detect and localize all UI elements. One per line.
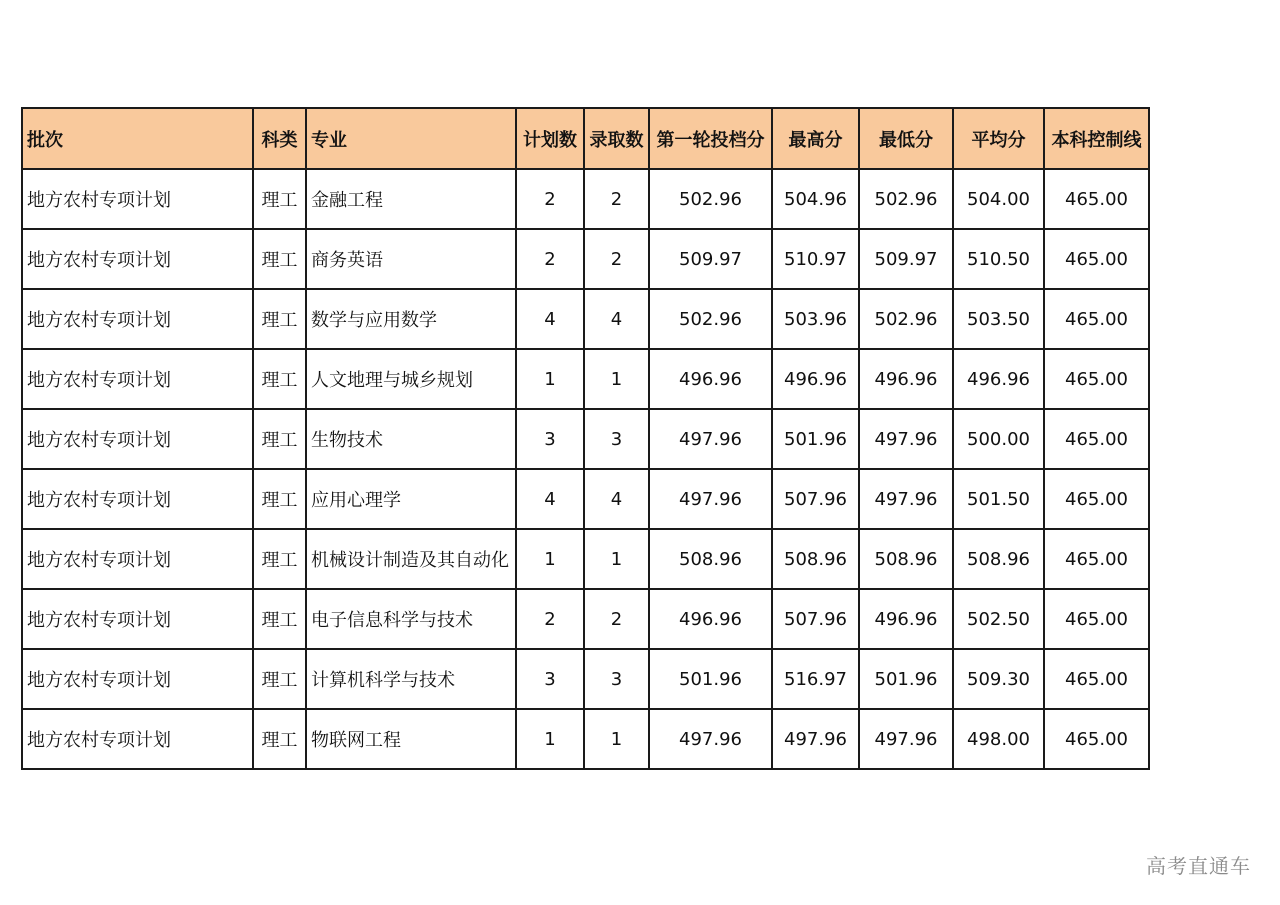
cell-first-round: 508.96: [649, 529, 772, 589]
cell-admitted: 2: [584, 589, 649, 649]
watermark-text: 高考直通车: [1146, 854, 1251, 878]
cell-major: 商务英语: [306, 229, 516, 289]
cell-major: 计算机科学与技术: [306, 649, 516, 709]
table-row: [22, 649, 1149, 709]
cell-major: 应用心理学: [306, 469, 516, 529]
header-average: 平均分: [953, 108, 1044, 169]
cell-control-line: 465.00: [1044, 589, 1149, 649]
cell-control-line: 465.00: [1044, 409, 1149, 469]
cell-highest: 497.96: [772, 709, 859, 769]
cell-category: 理工: [253, 589, 306, 649]
cell-plan: 2: [516, 589, 584, 649]
cell-batch: 地方农村专项计划: [22, 349, 253, 409]
cell-admitted: 1: [584, 349, 649, 409]
table-header: [22, 108, 1149, 169]
cell-first-round: 502.96: [649, 289, 772, 349]
cell-highest: 503.96: [772, 289, 859, 349]
cell-average: 503.50: [953, 289, 1044, 349]
cell-admitted: 4: [584, 289, 649, 349]
cell-category: 理工: [253, 289, 306, 349]
cell-major: 金融工程: [306, 169, 516, 229]
cell-average: 496.96: [953, 349, 1044, 409]
cell-batch: 地方农村专项计划: [22, 709, 253, 769]
cell-highest: 504.96: [772, 169, 859, 229]
cell-admitted: 2: [584, 169, 649, 229]
cell-lowest: 502.96: [859, 289, 953, 349]
cell-average: 498.00: [953, 709, 1044, 769]
cell-batch: 地方农村专项计划: [22, 649, 253, 709]
table-row: [22, 169, 1149, 229]
cell-lowest: 497.96: [859, 709, 953, 769]
table-row: [22, 469, 1149, 529]
header-control-line: 本科控制线: [1044, 108, 1149, 169]
cell-highest: 516.97: [772, 649, 859, 709]
header-admitted: 录取数: [584, 108, 649, 169]
table-row: [22, 709, 1149, 769]
cell-average: 508.96: [953, 529, 1044, 589]
cell-plan: 1: [516, 709, 584, 769]
cell-first-round: 497.96: [649, 469, 772, 529]
header-batch: 批次: [22, 108, 253, 169]
cell-admitted: 1: [584, 529, 649, 589]
header-first-round: 第一轮投档分: [649, 108, 772, 169]
cell-average: 509.30: [953, 649, 1044, 709]
cell-batch: 地方农村专项计划: [22, 529, 253, 589]
cell-first-round: 496.96: [649, 589, 772, 649]
cell-highest: 507.96: [772, 469, 859, 529]
cell-control-line: 465.00: [1044, 469, 1149, 529]
cell-category: 理工: [253, 409, 306, 469]
cell-batch: 地方农村专项计划: [22, 169, 253, 229]
cell-lowest: 508.96: [859, 529, 953, 589]
cell-batch: 地方农村专项计划: [22, 229, 253, 289]
cell-highest: 507.96: [772, 589, 859, 649]
cell-plan: 3: [516, 649, 584, 709]
cell-lowest: 501.96: [859, 649, 953, 709]
cell-batch: 地方农村专项计划: [22, 409, 253, 469]
cell-control-line: 465.00: [1044, 169, 1149, 229]
cell-lowest: 497.96: [859, 409, 953, 469]
cell-admitted: 1: [584, 709, 649, 769]
cell-highest: 510.97: [772, 229, 859, 289]
cell-major: 生物技术: [306, 409, 516, 469]
cell-major: 数学与应用数学: [306, 289, 516, 349]
cell-lowest: 496.96: [859, 589, 953, 649]
cell-category: 理工: [253, 229, 306, 289]
cell-average: 510.50: [953, 229, 1044, 289]
cell-control-line: 465.00: [1044, 709, 1149, 769]
cell-category: 理工: [253, 529, 306, 589]
cell-highest: 508.96: [772, 529, 859, 589]
cell-lowest: 497.96: [859, 469, 953, 529]
cell-control-line: 465.00: [1044, 229, 1149, 289]
cell-plan: 3: [516, 409, 584, 469]
header-highest: 最高分: [772, 108, 859, 169]
cell-lowest: 502.96: [859, 169, 953, 229]
cell-batch: 地方农村专项计划: [22, 289, 253, 349]
cell-first-round: 502.96: [649, 169, 772, 229]
cell-average: 502.50: [953, 589, 1044, 649]
header-plan: 计划数: [516, 108, 584, 169]
cell-category: 理工: [253, 469, 306, 529]
cell-control-line: 465.00: [1044, 529, 1149, 589]
cell-control-line: 465.00: [1044, 349, 1149, 409]
header-major: 专业: [306, 108, 516, 169]
cell-control-line: 465.00: [1044, 289, 1149, 349]
cell-batch: 地方农村专项计划: [22, 589, 253, 649]
cell-major: 电子信息科学与技术: [306, 589, 516, 649]
table-body: [22, 169, 1149, 769]
cell-first-round: 509.97: [649, 229, 772, 289]
cell-lowest: 509.97: [859, 229, 953, 289]
cell-major: 物联网工程: [306, 709, 516, 769]
cell-lowest: 496.96: [859, 349, 953, 409]
cell-category: 理工: [253, 649, 306, 709]
header-row: [22, 108, 1149, 169]
table-row: [22, 529, 1149, 589]
cell-admitted: 3: [584, 409, 649, 469]
table-row: [22, 289, 1149, 349]
cell-plan: 4: [516, 469, 584, 529]
cell-plan: 1: [516, 529, 584, 589]
cell-first-round: 501.96: [649, 649, 772, 709]
cell-admitted: 2: [584, 229, 649, 289]
cell-plan: 1: [516, 349, 584, 409]
table-row: [22, 229, 1149, 289]
cell-average: 500.00: [953, 409, 1044, 469]
cell-major: 机械设计制造及其自动化: [306, 529, 516, 589]
cell-plan: 4: [516, 289, 584, 349]
cell-category: 理工: [253, 709, 306, 769]
cell-batch: 地方农村专项计划: [22, 469, 253, 529]
cell-admitted: 4: [584, 469, 649, 529]
header-category: 科类: [253, 108, 306, 169]
cell-control-line: 465.00: [1044, 649, 1149, 709]
table-row: [22, 409, 1149, 469]
cell-major: 人文地理与城乡规划: [306, 349, 516, 409]
cell-highest: 501.96: [772, 409, 859, 469]
table-row: [22, 589, 1149, 649]
cell-category: 理工: [253, 169, 306, 229]
cell-admitted: 3: [584, 649, 649, 709]
cell-average: 501.50: [953, 469, 1044, 529]
cell-average: 504.00: [953, 169, 1044, 229]
cell-highest: 496.96: [772, 349, 859, 409]
cell-first-round: 497.96: [649, 409, 772, 469]
admissions-table: [21, 107, 1150, 770]
cell-category: 理工: [253, 349, 306, 409]
cell-first-round: 497.96: [649, 709, 772, 769]
table-row: [22, 349, 1149, 409]
cell-first-round: 496.96: [649, 349, 772, 409]
header-lowest: 最低分: [859, 108, 953, 169]
cell-plan: 2: [516, 169, 584, 229]
cell-plan: 2: [516, 229, 584, 289]
